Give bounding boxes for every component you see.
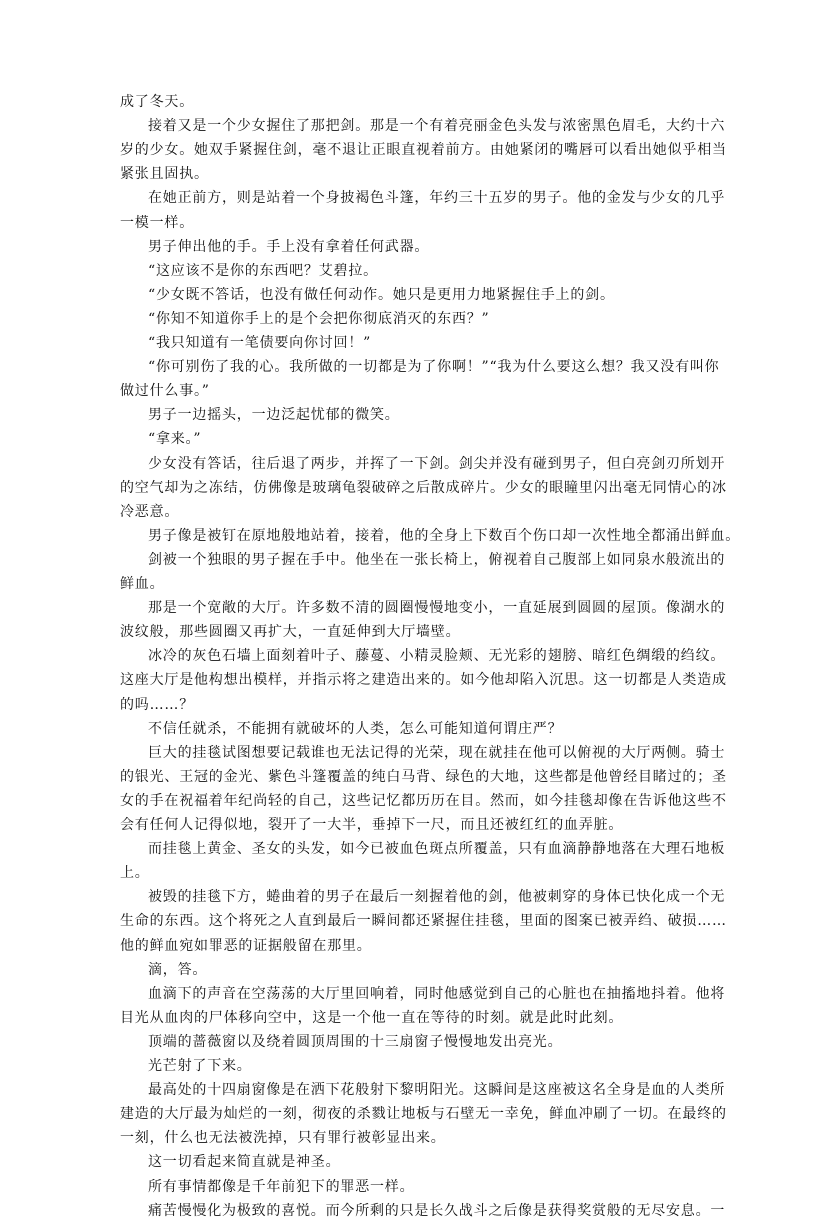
text-line: 最高处的十四扇窗像是在洒下花般射下黎明阳光。这瞬间是这座被这名全身是血的人类所: [148, 1082, 726, 1099]
text-line: 波纹般，那些圆圈又再扩大，一直延伸到大厅墙壁。: [120, 624, 461, 641]
text-line: 被毁的挂毯下方，蜷曲着的男子在最后一刻握着他的剑，他被刺穿的身体已快化成一个无: [148, 889, 726, 906]
text-line: 滴，答。: [148, 961, 208, 978]
text-line: 痛苦慢慢化为极致的喜悦。而今所剩的只是长久战斗之后像是获得奖赏般的无尽安息。一: [148, 1202, 726, 1219]
text-line: 冷恶意。: [120, 503, 180, 520]
text-line: 冰冷的灰色石墙上面刻着叶子、藤蔓、小精灵脸颊、无光彩的翅膀、暗红色绸缎的绉纹。: [148, 648, 726, 665]
text-line: 在她正前方，则是站着一个身披褐色斗篷，年约三十五岁的男子。他的金发与少女的几乎: [148, 190, 726, 207]
text-line: 接着又是一个少女握住了那把剑。那是一个有着亮丽金色头发与浓密黑色眉毛，大约十六: [148, 118, 726, 135]
text-line: 一刻，什么也无法被洗掉，只有罪行被彰显出来。: [120, 1130, 446, 1147]
text-line: “这应该不是你的东西吧？艾碧拉。: [148, 262, 378, 279]
text-line: “你可别伤了我的心。我所做的一切都是为了你啊！”“我为什么要这么想？我又没有叫你: [148, 359, 720, 376]
text-line: 的银光、王冠的金光、紫色斗篷覆盖的纯白马背、绿色的大地，这些都是他曾经目睹过的；圣: [120, 768, 727, 785]
text-line: 上。: [120, 865, 150, 882]
text-line: 鲜血。: [120, 576, 165, 592]
text-line: 做过什么事。”: [120, 383, 210, 400]
text-line: “少女既不答话，也没有做任何动作。她只是更用力地紧握住手上的剑。: [148, 286, 615, 303]
text-line: 男子伸出他的手。手上没有拿着任何武器。: [148, 238, 430, 255]
text-line: 巨大的挂毯试图想要记载谁也无法记得的光荣，现在就挂在他可以俯视的大厅两侧。骑士: [148, 744, 726, 761]
text-line: 生命的东西。这个将死之人直到最后一瞬间都还紧握住挂毯，里面的图案已被弄绉、破损……: [120, 913, 727, 930]
text-line: 血滴下的声音在空荡荡的大厅里回响着，同时他感觉到自己的心脏也在抽搐地抖着。他将: [148, 985, 726, 1002]
text-line: 不信任就杀，不能拥有就破坏的人类，怎么可能知道何谓庄严？: [148, 720, 563, 737]
text-line: 顶端的蔷薇窗以及绕着圆顶周围的十三扇窗子慢慢地发出亮光。: [148, 1033, 563, 1050]
text-line: 会有任何人记得似地，裂开了一大半，垂掉下一尺，而且还被红红的血弄脏。: [120, 817, 624, 833]
text-line: 一模一样。: [120, 214, 194, 231]
text-line: 的吗……？: [120, 696, 194, 713]
text-line: 男子一边摇头，一边泛起忧郁的微笑。: [148, 407, 400, 424]
text-line: 岁的少女。她双手紧握住剑，毫不退让正眼直视着前方。由她紧闭的嘴唇可以看出她似乎相当: [120, 142, 727, 159]
text-line: 紧张且固执。: [120, 166, 209, 183]
text-line: 女的手在祝福着年纪尚轻的自己，这些记忆都历历在目。然而，如今挂毯却像在告诉他这些不: [120, 792, 727, 809]
text-line: 少女没有答话，往后退了两步，并挥了一下剑。剑尖并没有碰到男子，但白亮剑刃所划开: [148, 455, 726, 472]
text-line: 他的鲜血宛如罪恶的证据般留在那里。: [120, 937, 372, 954]
text-line: 剑被一个独眼的男子握在手中。他坐在一张长椅上，俯视着自己腹部上如同泉水般流出的: [148, 551, 726, 568]
text-line: 建造的大厅最为灿烂的一刻，彻夜的杀戮让地板与石壁无一幸免，鲜血冲刷了一切。在最终的: [120, 1106, 727, 1123]
text-line: 这一切看起来简直就是神圣。: [148, 1154, 341, 1171]
text-line: 目光从血肉的尸体移向空中，这是一个他一直在等待的时刻。就是此时此刻。: [120, 1009, 624, 1026]
text-line: 所有事情都像是千年前犯下的罪恶一样。: [148, 1178, 415, 1195]
text-line: “拿来。”: [148, 431, 202, 448]
text-line: 这座大厅是他构想出模样，并指示将之建造出来的。如今他却陷入沉思。这一切都是人类造成: [120, 672, 727, 689]
text-line: 成了冬天。: [120, 94, 194, 110]
text-line: 而挂毯上黄金、圣女的头发，如今已被血色斑点所覆盖，只有血滴静静地落在大理石地板: [148, 841, 726, 858]
text-line: 男子像是被钉在原地般地站着，接着，他的全身上下数百个伤口却一次性地全都涌出鲜血。: [148, 527, 740, 544]
text-line: “你知不知道你手上的是个会把你彻底消灭的东西？”: [148, 310, 490, 327]
text-line: 的空气却为之冻结，仿佛像是玻璃龟裂破碎之后散成碎片。少女的眼瞳里闪出毫无同情心的冰: [120, 479, 727, 496]
text-line: “我只知道有一笔债要向你讨回！”: [148, 335, 372, 351]
text-line: 那是一个宽敞的大厅。许多数不清的圆圈慢慢地变小，一直延展到圆圆的屋顶。像湖水的: [148, 600, 726, 617]
text-line: 光芒射了下来。: [148, 1058, 252, 1074]
